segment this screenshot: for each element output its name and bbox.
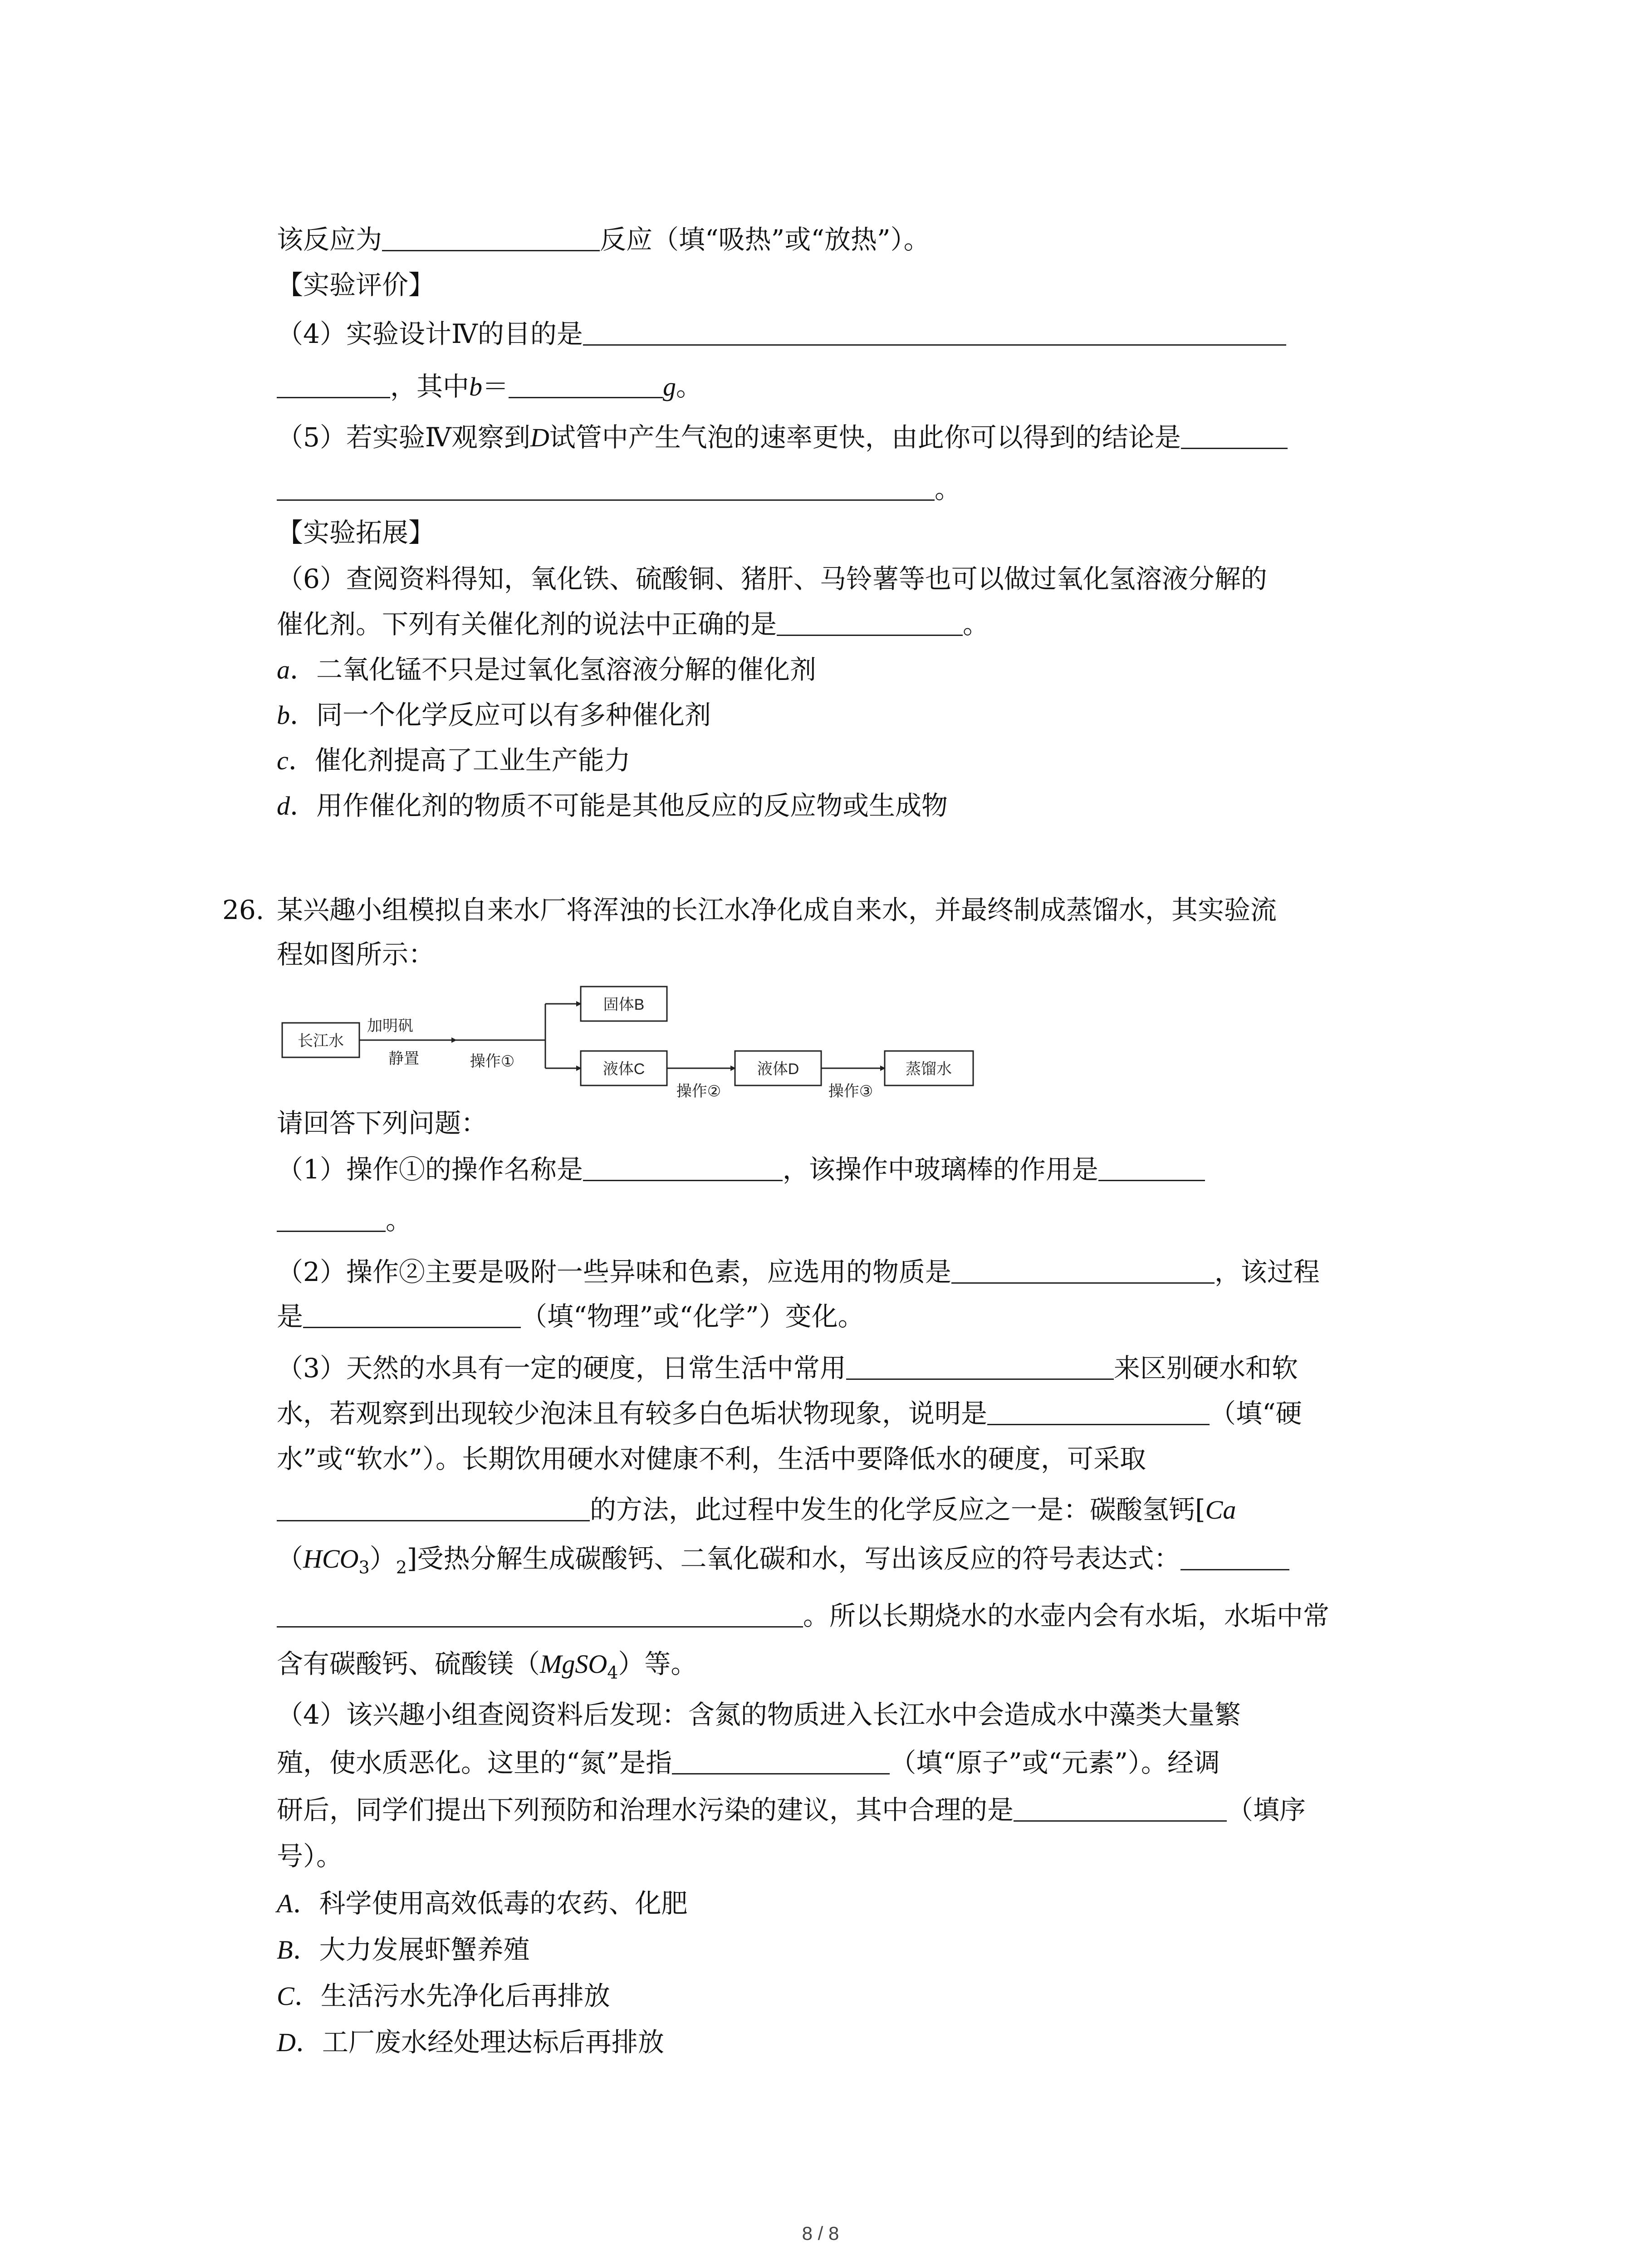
blank-change-type[interactable]: [303, 1301, 521, 1328]
sub-question-3-l3: 水”或“软水”）。长期饮用硬水对健康不利，生活中要降低水的硬度，可采取: [277, 1443, 1146, 1474]
question-5-cont: 。: [277, 471, 961, 507]
op1-label: 操作①: [470, 1053, 515, 1070]
sub-question-4: （4）该兴趣小组查阅资料后发现：含氮的物质进入长江水中会造成水中藻类大量繁: [277, 1699, 1241, 1730]
sub-question-3-l2: 水，若观察到出现较少泡沫且有较多白色垢状物现象，说明是 （填“硬: [277, 1398, 1302, 1429]
blank-q5-conclusion[interactable]: [1181, 422, 1288, 449]
sub-question-4-l2: 殖，使水质恶化。这里的“氮”是指 （填“原子”或“元素”）。经调: [277, 1747, 1220, 1778]
q26-stem: 某兴趣小组模拟自来水厂将浑浊的长江水净化成自来水，并最终制成蒸馏水，其实验流: [277, 894, 1277, 925]
option-D: D．工厂废水经处理达标后再排放: [277, 2027, 664, 2058]
blank-water-type[interactable]: [987, 1398, 1210, 1425]
sub-question-3-l6: 。所以长期烧水的水壶内会有水垢，水垢中常: [277, 1598, 1329, 1634]
question-6: （6）查阅资料得知，氧化铁、硫酸铜、猪肝、马铃薯等也可以做过氧化氢溶液分解的: [277, 563, 1267, 594]
question-number-26: 26.: [222, 894, 265, 925]
question-4-cont: ，其中b＝ g。: [277, 368, 702, 405]
flow-diagram: [277, 978, 980, 1100]
blank-q6-answer[interactable]: [777, 609, 963, 636]
sub-question-2: （2）操作②主要是吸附一些异味和色素，应选用的物质是 ，该过程: [277, 1256, 1320, 1287]
option-d: d．用作催化剂的物质不可能是其他反应的反应物或生成物: [277, 790, 948, 821]
question-6-cont: 催化剂。下列有关催化剂的说法中正确的是 。: [277, 609, 989, 640]
page-number: 8 / 8: [802, 2223, 839, 2244]
blank-equation-cont[interactable]: [277, 1601, 803, 1628]
line-reaction-type: 该反应为 反应（填“吸热”或“放热”）。: [277, 224, 930, 255]
question-5: （5）若实验Ⅳ观察到D试管中产生气泡的速率更快，由此你可以得到的结论是: [277, 419, 1288, 456]
node-liquid-c-label: 液体C: [603, 1061, 645, 1078]
q26-stem-cont: 程如图所示：: [277, 939, 435, 970]
blank-q4-purpose-cont[interactable]: [277, 371, 390, 398]
section-header-extension: 【实验拓展】: [277, 517, 435, 548]
blank-reaction-type[interactable]: [382, 225, 600, 251]
blank-q5-conclusion-cont[interactable]: [277, 474, 935, 501]
blank-glass-rod-role[interactable]: [1098, 1154, 1205, 1181]
question-4: （4）实验设计Ⅳ的目的是: [277, 316, 1286, 352]
op3-label: 操作③: [828, 1083, 873, 1100]
arrow-add-alum-label: 加明矾: [367, 1017, 413, 1035]
blank-hardness-test[interactable]: [846, 1353, 1114, 1380]
option-c: c．催化剂提高了工业生产能力: [277, 745, 631, 776]
blank-op1-name[interactable]: [583, 1154, 783, 1181]
option-a: a．二氧化锰不只是过氧化氢溶液分解的催化剂: [277, 654, 817, 685]
option-C: C．生活污水先净化后再排放: [277, 1980, 610, 2011]
blank-q4-purpose[interactable]: [583, 319, 1286, 346]
blank-adsorbent[interactable]: [951, 1257, 1215, 1284]
blank-softening-method[interactable]: [277, 1495, 590, 1521]
node-solid-b-label: 固体B: [603, 996, 645, 1013]
blank-equation[interactable]: [1181, 1544, 1289, 1570]
arrow-settle-label: 静置: [388, 1050, 419, 1067]
node-liquid-d-label: 液体D: [757, 1061, 799, 1078]
sub-question-1: （1）操作①的操作名称是 ，该操作中玻璃棒的作用是: [277, 1151, 1205, 1188]
sub-question-4-l4: 号）。: [277, 1841, 343, 1872]
option-B: B．大力发展虾蟹养殖: [277, 1934, 530, 1965]
answer-prompt: 请回答下列问题：: [277, 1108, 488, 1139]
sub-question-2-cont: 是 （填“物理”或“化学”）变化。: [277, 1301, 864, 1332]
blank-nitrogen[interactable]: [672, 1748, 890, 1774]
sub-question-3-l4: 的方法，此过程中发生的化学反应之一是：碳酸氢钙[Ca: [277, 1491, 1236, 1528]
blank-suggestions[interactable]: [1014, 1795, 1227, 1822]
sub-question-4-l3: 研后，同学们提出下列预防和治理水污染的建议，其中合理的是 （填序: [277, 1794, 1306, 1825]
option-A: A．科学使用高效低毒的农药、化肥: [277, 1888, 688, 1919]
section-header-evaluation: 【实验评价】: [277, 269, 435, 300]
sub-question-1-cont: 。: [277, 1202, 412, 1238]
node-distilled-water-label: 蒸馏水: [906, 1061, 952, 1078]
sub-question-3-l5: $(HCO_3)_2$]受热分解生成碳酸钙、二氧化碳和水，写出该反应的符号表达式：: [277, 1540, 1289, 1586]
option-b: b．同一个化学反应可以有多种催化剂: [277, 699, 711, 730]
sub-question-3: （3）天然的水具有一定的硬度，日常生活中常用 来区别硬水和软: [277, 1353, 1298, 1383]
op2-label: 操作②: [676, 1083, 721, 1100]
sub-question-3-l7: 含有碳酸钙、硫酸镁（MgSO$_4$）等。: [277, 1648, 697, 1683]
blank-glass-rod-role-cont[interactable]: [277, 1205, 386, 1232]
blank-q4-b[interactable]: [509, 371, 663, 398]
node-yangtze-water-label: 长江水: [298, 1032, 344, 1050]
